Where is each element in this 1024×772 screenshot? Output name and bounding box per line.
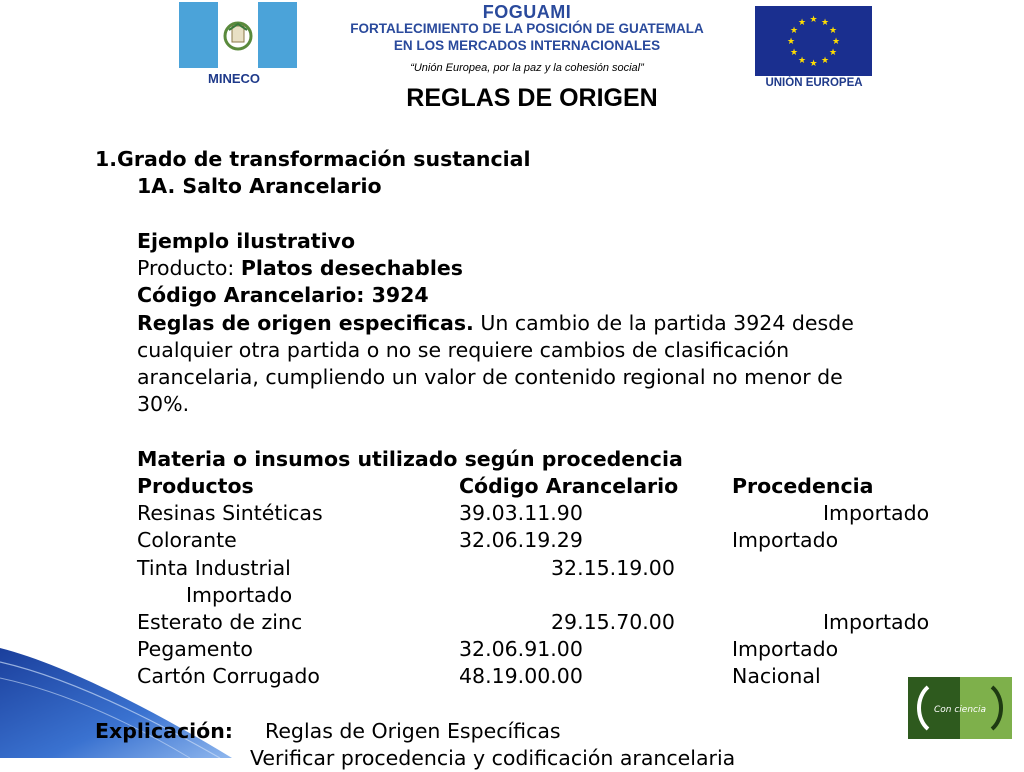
table-cell-producto: Tinta Industrial <box>137 556 291 580</box>
svg-text:★: ★ <box>797 56 807 66</box>
svg-text:★: ★ <box>786 37 796 47</box>
mineco-label: MINECO <box>208 71 260 86</box>
table-cell-codigo: 32.06.19.29 <box>459 528 583 552</box>
producto-value: Platos desechables <box>240 256 463 280</box>
table-cell-producto: Esterato de zinc <box>137 610 303 634</box>
rules-line-1 <box>137 310 854 337</box>
table-cell-codigo: 32.15.19.00 <box>551 556 675 580</box>
conciencia-logo <box>908 677 1012 739</box>
materials-heading: Materia o insumos utilizado según procedencia <box>137 447 683 471</box>
table-cell-procedencia: Nacional <box>732 664 821 688</box>
table-cell-procedencia: Importado <box>186 583 293 607</box>
foguami-motto: “Unión Europea, por la paz y la cohesión social” <box>410 62 644 74</box>
table-cell-producto: Colorante <box>137 528 237 552</box>
table-cell-procedencia: Importado <box>732 528 839 552</box>
table-cell-codigo: 29.15.70.00 <box>551 610 675 634</box>
rules-line-2: cualquier otra partida o no se requiere cambios de clasificación <box>137 338 790 362</box>
codigo-arancelario: Código Arancelario: 3924 <box>137 283 429 307</box>
rules-text-1: Un cambio de la partida 3924 desde <box>473 311 854 335</box>
eu-label: UNIÓN EUROPEA <box>765 77 863 89</box>
column-header-codigo: Código Arancelario <box>459 474 679 498</box>
section-subheading: 1A. Salto Arancelario <box>137 174 382 198</box>
section-heading: 1.Grado de transformación sustancial <box>95 147 531 171</box>
svg-text:★: ★ <box>797 18 807 28</box>
svg-text:★: ★ <box>820 56 830 66</box>
svg-text:★: ★ <box>820 18 830 28</box>
svg-text:★: ★ <box>828 48 838 58</box>
table-cell-codigo: 39.03.11.90 <box>459 501 583 525</box>
table-cell-procedencia: Importado <box>823 610 930 634</box>
foguami-line1: FORTALECIMIENTO DE LA POSICIÓN DE GUATEMALA <box>350 21 704 36</box>
table-cell-procedencia: Importado <box>732 637 839 661</box>
rules-label: Reglas de origen especificas. <box>137 311 474 335</box>
example-heading: Ejemplo ilustrativo <box>137 229 356 253</box>
foguami-title: FOGUAMI <box>482 2 572 22</box>
explanation-line-1: Reglas de Origen Específicas <box>265 719 561 743</box>
foguami-line2: EN LOS MERCADOS INTERNACIONALES <box>393 38 661 53</box>
svg-text:★: ★ <box>828 26 838 36</box>
column-header-productos: Productos <box>137 474 254 498</box>
svg-text:★: ★ <box>831 37 841 47</box>
eu-flag-logo <box>755 6 872 76</box>
svg-text:★: ★ <box>809 15 818 25</box>
rules-line-4: 30%. <box>137 392 190 416</box>
rules-line-3: arancelaria, cumpliendo un valor de contenido regional no menor de <box>137 365 843 389</box>
producto-label: Producto: <box>137 256 241 280</box>
svg-text:★: ★ <box>809 59 818 69</box>
table-cell-producto: Resinas Sintéticas <box>137 501 323 525</box>
table-cell-producto: Pegamento <box>137 637 253 661</box>
page-title: REGLAS DE ORIGEN <box>406 84 658 112</box>
table-cell-codigo: 48.19.00.00 <box>459 664 583 688</box>
guatemala-flag-logo <box>179 2 297 68</box>
table-cell-procedencia: Importado <box>823 501 930 525</box>
logo-text: Con ciencia <box>933 705 987 715</box>
table-cell-producto: Cartón Corrugado <box>137 664 320 688</box>
column-header-procedencia: Procedencia <box>732 474 874 498</box>
svg-text:★: ★ <box>789 26 799 36</box>
producto-line <box>137 255 463 282</box>
explanation-line-2: Verificar procedencia y codificación arancelaria <box>250 746 736 770</box>
table-cell-codigo: 32.06.91.00 <box>459 637 583 661</box>
explanation-label: Explicación: <box>95 719 233 743</box>
svg-text:★: ★ <box>789 48 799 58</box>
